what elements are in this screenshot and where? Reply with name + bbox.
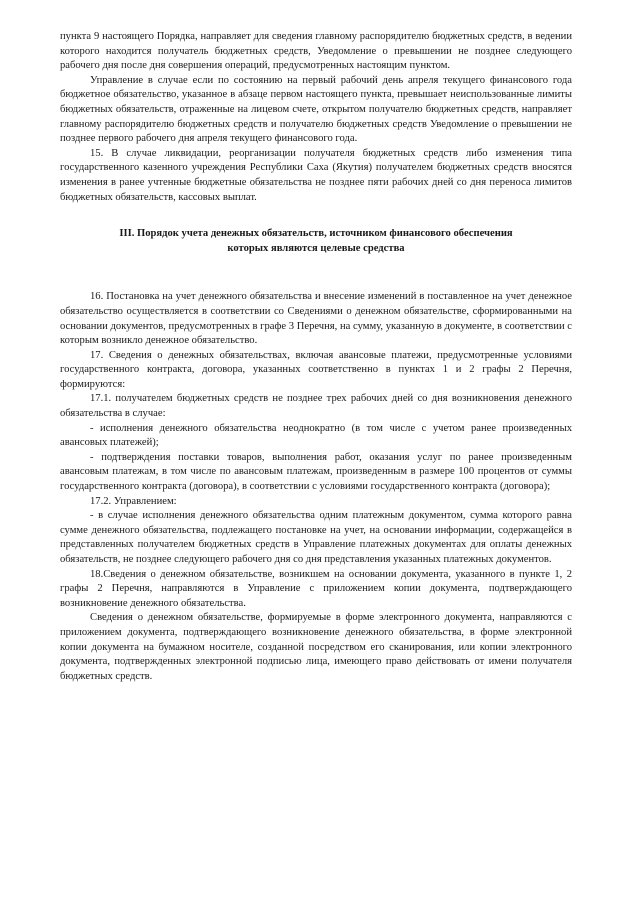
paragraph-17-2: 17.2. Управлением:	[90, 495, 177, 507]
list-item-single-payment: - в случае исполнения денежного обязательства одним платежным документом, сумма которого равна сумме денежного обязательства, подлежащего постановке на учет, на основании информации, содержащейся в представленных получателем бюджетных средств в Управление платежных документах для оплаты денежных обязательств, не позднее следующего рабочего дня со дня представления указанных платежных документов.	[60, 510, 572, 565]
section-title-iii: III. Порядок учета денежных обязательств, источником финансового обеспечения которых являются целевые средства	[119, 228, 513, 254]
paragraph-17-1: 17.1. получателем бюджетных средств не позднее трех рабочих дней со дня возникновения денежного обязательства в случае:	[60, 393, 572, 420]
paragraph-electronic-form: Сведения о денежном обязательстве, формируемые в форме электронного документа, направляются с приложением документа, подтверждающего возникновение денежного обязательства, в форме электронной копии документа на бумажном носителе, созданной посредством его сканирования, или копии электронного документа, подтвержденных электронной подписью лица, имеющего право действовать от имени получателя бюджетных средств.	[60, 612, 572, 682]
paragraph-17: 17. Сведения о денежных обязательствах, включая авансовые платежи, предусмотренные условиями государственного контракта, договора, указанных соответственно в пунктах 1 и 2 графы 2 Перечня, формируются:	[60, 349, 572, 390]
list-item-delivery-confirmation: - подтверждения поставки товаров, выполнения работ, оказания услуг по ранее произведенным авансовым платежам, в том числе по авансовым платежам, произведенным в размере 100 процентов от суммы государственного контракта (договора), в соответствии с условиями государственного контракта (договора);	[60, 451, 572, 493]
document-page	[60, 30, 572, 684]
paragraph-p9-continuation: пункта 9 настоящего Порядка, направляет для сведения главному распорядителю бюджетных средств, в ведении которого находится получатель бюджетных средств, Уведомление о превышении не позднее следующего рабочего дня после дня совершения операций, предусмотренных настоящим пунктом.	[60, 31, 572, 72]
paragraph-18: 18.Сведения о денежном обязательстве, возникшем на основании документа, указанного в пункте 1, 2 графы 2 Перечня, направляются в Управление с приложением копии документа, подтверждающего возникновение денежного обязательства.	[60, 568, 572, 609]
paragraph-16: 16. Постановка на учет денежного обязательства и внесение изменений в поставленное на учет денежное обязательство осуществляется в соответствии со Сведениями о денежном обязательстве, сформированными на основании документов, предусмотренных в графе 3 Перечня, на сумму, указанную в документе, в соответствии с которым возникло денежное обязательство.	[60, 291, 572, 347]
list-item-repeated-execution: - исполнения денежного обязательства неоднократно (в том числе с учетом ранее произведенных авансовых платежей);	[60, 422, 572, 449]
paragraph-15: 15. В случае ликвидации, реорганизации получателя бюджетных средств либо изменения типа государственного казенного учреждения Республики Саха (Якутия) получателем бюджетных средств вносятся изменения в ранее учтенные бюджетные обязательства не позднее пяти рабочих дней со дня переноса лимитов бюджетных обязательств, кассовых выплат.	[60, 147, 572, 203]
paragraph-april-excess: Управление в случае если по состоянию на первый рабочий день апреля текущего финансового года бюджетное обязательство, указанное в абзаце первом настоящего пункта, превышает неиспользованные лимиты бюджетных обязательств, отраженные на лицевом счете, открытом получателю бюджетных средств, направляет главному распорядителю бюджетных средств и получателю бюджетных средств Уведомление о превышении не позднее первого рабочего дня апреля текущего финансового года.	[60, 74, 572, 145]
